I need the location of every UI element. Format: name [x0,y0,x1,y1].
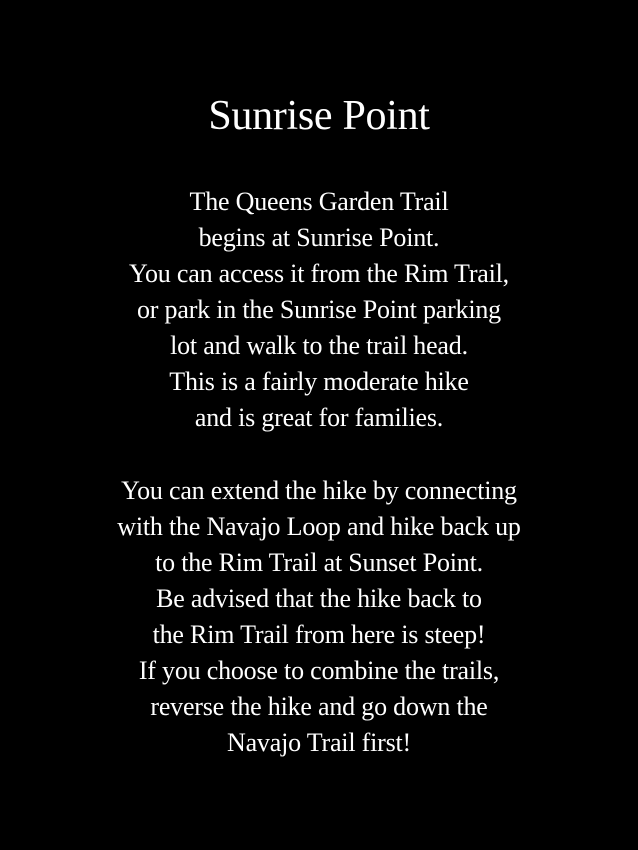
paragraph-trail-intro [0,184,638,436]
page-title: Sunrise Point [208,93,430,139]
text-line: This is a fairly moderate hike [169,367,469,396]
text-line: reverse the hike and go down the [150,692,488,721]
text-line: You can access it from the Rim Trail, [129,259,509,288]
text-line: If you choose to combine the trails, [138,656,500,685]
text-line: begins at Sunrise Point. [198,223,440,252]
text-line: lot and walk to the trail head. [170,331,468,360]
text-line: to the Rim Trail at Sunset Point. [155,548,483,577]
text-line: and is great for families. [194,403,444,432]
text-line: You can extend the hike by connecting [121,476,517,505]
text-line: the Rim Trail from here is steep! [152,620,486,649]
text-line: Be advised that the hike back to [156,584,482,613]
text-line: or park in the Sunrise Point parking [137,295,501,324]
paragraph-trail-extension [0,473,638,761]
text-line: The Queens Garden Trail [189,187,449,216]
text-line: with the Navajo Loop and hike back up [117,512,521,541]
text-line: Navajo Trail first! [227,728,411,757]
